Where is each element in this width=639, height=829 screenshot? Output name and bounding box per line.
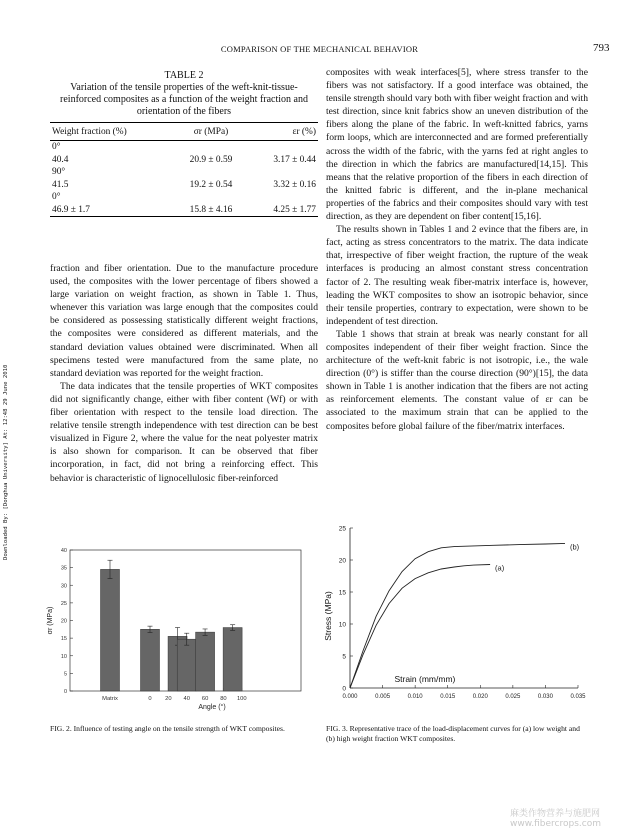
table-cell: 3.17 ± 0.44 bbox=[273, 154, 316, 165]
bar bbox=[101, 569, 120, 691]
watermark: 麻类作物营养与施肥网 www.fibercrops.com bbox=[510, 809, 601, 829]
table-row bbox=[50, 166, 318, 179]
paragraph: The results shown in Tables 1 and 2 evince that the fibers are, in fact, acting as stress concentrators to the matrix. The data indicate that, irrespective of fiber weight fraction, the rupture of the weak interfaces is producing an almost constant stress concentration factor of 2. The resulting weak fiber-matrix interface is, however, leading the WKT composites to show an isotropic behavior, since their tensile properties, contrary to expectation, were shown to be independent of test direction. bbox=[326, 224, 588, 327]
y-tick-label: 20 bbox=[338, 557, 346, 565]
x-tick-label: 0.020 bbox=[472, 694, 488, 700]
fig3-line-chart bbox=[322, 520, 592, 720]
download-stamp: Downloaded By: [Donghua University] At: 12:48 29 June 2010 bbox=[3, 364, 9, 560]
table-row bbox=[50, 204, 318, 217]
x-tick-label: 0.015 bbox=[440, 694, 456, 700]
y-axis-label: Stress (MPa) bbox=[323, 591, 333, 641]
y-tick-label: 20 bbox=[60, 618, 67, 625]
paragraph: The data indicates that the tensile properties of WKT composites did not significantly change, either with fiber content (Wf) or with fiber orientation with respect to the tensile load direction. The relative tensile strength independence with test direction can be best visualized in Figure 2, where the value for the neat polyester matrix is also shown for comparison. It can be observed that fiber incorporation, in fact, did not bring a reinforcing effect. This behavior is characteristic of lignocellulosic fiber-reinforced bbox=[50, 380, 318, 484]
fig3-caption: FIG. 3. Representative trace of the load-displacement curves for (a) low weight and (b) high weight fraction WKT composites. bbox=[326, 724, 580, 743]
table-row bbox=[50, 141, 318, 154]
col-header: εr (%) bbox=[292, 126, 316, 137]
x-axis-label: Strain (mm/mm) bbox=[394, 674, 456, 684]
x-tick-label: 0.025 bbox=[505, 694, 521, 700]
x-tick-label: 0.030 bbox=[537, 694, 553, 700]
table-cell: 20.9 ± 0.59 bbox=[189, 154, 233, 165]
x-axis-label: Angle (°) bbox=[198, 704, 226, 711]
table-cell bbox=[169, 166, 253, 179]
table-cell: 15.8 ± 4.16 bbox=[189, 204, 233, 215]
y-tick-label: 5 bbox=[63, 671, 67, 678]
fig2-caption: FIG. 2. Influence of testing angle on the tensile strength of WKT composites. bbox=[50, 724, 285, 733]
x-tick-label: 100 bbox=[236, 696, 247, 702]
table-cell: 4.25 ± 1.77 bbox=[273, 204, 316, 215]
table-cell: 19.2 ± 0.54 bbox=[189, 179, 233, 190]
x-tick-label: 0.035 bbox=[570, 694, 586, 700]
y-tick-label: 35 bbox=[60, 565, 67, 572]
x-tick-label: 0.005 bbox=[375, 694, 391, 700]
table-cell: 46.9 ± 1.7 bbox=[52, 204, 90, 215]
y-tick-label: 40 bbox=[60, 548, 67, 554]
bar bbox=[223, 628, 242, 691]
y-tick-label: 25 bbox=[60, 600, 67, 607]
table-cell bbox=[169, 191, 253, 204]
y-tick-label: 30 bbox=[60, 583, 67, 590]
table-row bbox=[50, 191, 318, 204]
left-column-text bbox=[50, 262, 318, 485]
table-cell: 3.32 ± 0.16 bbox=[273, 179, 316, 190]
y-axis-label: σr (MPa) bbox=[47, 606, 54, 635]
table-row bbox=[50, 154, 318, 167]
series-label: (b) bbox=[569, 542, 580, 552]
y-tick-label: 10 bbox=[338, 621, 346, 629]
y-tick-label: 0 bbox=[63, 689, 67, 695]
y-tick-label: 0 bbox=[342, 685, 346, 693]
table-cell: 41.5 bbox=[52, 179, 69, 190]
table-cell bbox=[253, 166, 318, 179]
x-tick-label: 80 bbox=[220, 696, 227, 702]
bar bbox=[141, 629, 160, 691]
bar bbox=[177, 639, 196, 691]
series-line bbox=[350, 565, 490, 689]
x-tick-label: 60 bbox=[201, 696, 209, 702]
paragraph: fraction and fiber orientation. Due to the manufacture procedure used, the composites with the lower percentage of fibers showed a large variation on weight fraction, as shown in Table 1. Thus, whenever this variation was large enough that the composites could be considered as possessing statistically different weight fractions, the composites were considered as different materials, and the standard deviation values obtained were discriminated. When all specimens tested were manufactured from the same plate, no standard deviation was reported for the weight fraction. bbox=[50, 263, 318, 379]
x-tick-label: 20 bbox=[165, 696, 172, 702]
table-cell: 90° bbox=[52, 167, 66, 178]
right-column-text bbox=[326, 66, 588, 433]
y-tick-label: 15 bbox=[338, 589, 346, 597]
table-cell: 40.4 bbox=[52, 154, 69, 165]
table-cell bbox=[253, 141, 318, 154]
x-tick-label: 0.000 bbox=[342, 694, 358, 700]
col-header: Weight fraction (%) bbox=[52, 126, 127, 137]
x-tick-label: Matrix bbox=[102, 696, 118, 702]
paragraph: Table 1 shows that strain at break was nearly constant for all composites independent of their fiber weight fraction. Since the architecture of the weft-knit fabric is not isotropic, i.e., the wale direction (0°) is stiffer than the course direction (90°)[15], the data shown in Table 1 is another indication that the fibers are not acting as reinforcement elements. The constant value of εr can be associated to the maximum strain that can be applied to the composites before global failure of the fiber/matrix interfaces. bbox=[326, 328, 588, 432]
table2-caption: Variation of the tensile properties of the weft-knit-tissue-reinforced composites as a function of the weight fraction and orientation of the fibers bbox=[60, 82, 308, 117]
table2 bbox=[50, 122, 318, 217]
fig2-bar-chart bbox=[44, 544, 314, 719]
running-header: COMPARISON OF THE MECHANICAL BEHAVIOR bbox=[220, 44, 419, 54]
table-cell bbox=[169, 141, 253, 154]
table-cell bbox=[253, 191, 318, 204]
y-tick-label: 10 bbox=[60, 653, 67, 660]
y-tick-label: 5 bbox=[342, 653, 346, 661]
table-header-row bbox=[50, 123, 318, 141]
col-header: σr (MPa) bbox=[193, 126, 229, 137]
page-number: 793 bbox=[593, 42, 610, 54]
bar bbox=[196, 632, 215, 691]
table-row bbox=[50, 179, 318, 192]
x-tick-label: 0.010 bbox=[407, 694, 423, 700]
series-label: (a) bbox=[495, 563, 505, 573]
x-tick-label: 0 bbox=[148, 696, 152, 702]
table2-label: TABLE 2 bbox=[164, 70, 204, 81]
table-cell: 0° bbox=[52, 192, 61, 203]
table-cell: 0° bbox=[52, 142, 61, 153]
y-tick-label: 25 bbox=[338, 525, 346, 533]
x-tick-label: 40 bbox=[183, 696, 190, 702]
paragraph: composites with weak interfaces[5], where stress transfer to the fibers was not satisfactory. If a good interface was obtained, the tensile strength should vary both with fiber weight fraction and with test direction, since knit fabrics show an uneven distribution of the fibers along the plane of the fabric. In weft-knitted fabrics, yarns form loops, which are interconnected and are formed preferentially across the width of the fabric, with the yarns fed at right angles to the direction in which the fabrics are manufactured[14,15]. This means that the relative proportion of the fibers in each direction of the knitted fabric is different, and the in-plane mechanical properties of the fabrics and their composites should vary with test direction, as they are dependent on fiber content[15,16]. bbox=[326, 67, 588, 223]
y-tick-label: 15 bbox=[60, 636, 67, 643]
table2-caption-block bbox=[50, 70, 318, 118]
